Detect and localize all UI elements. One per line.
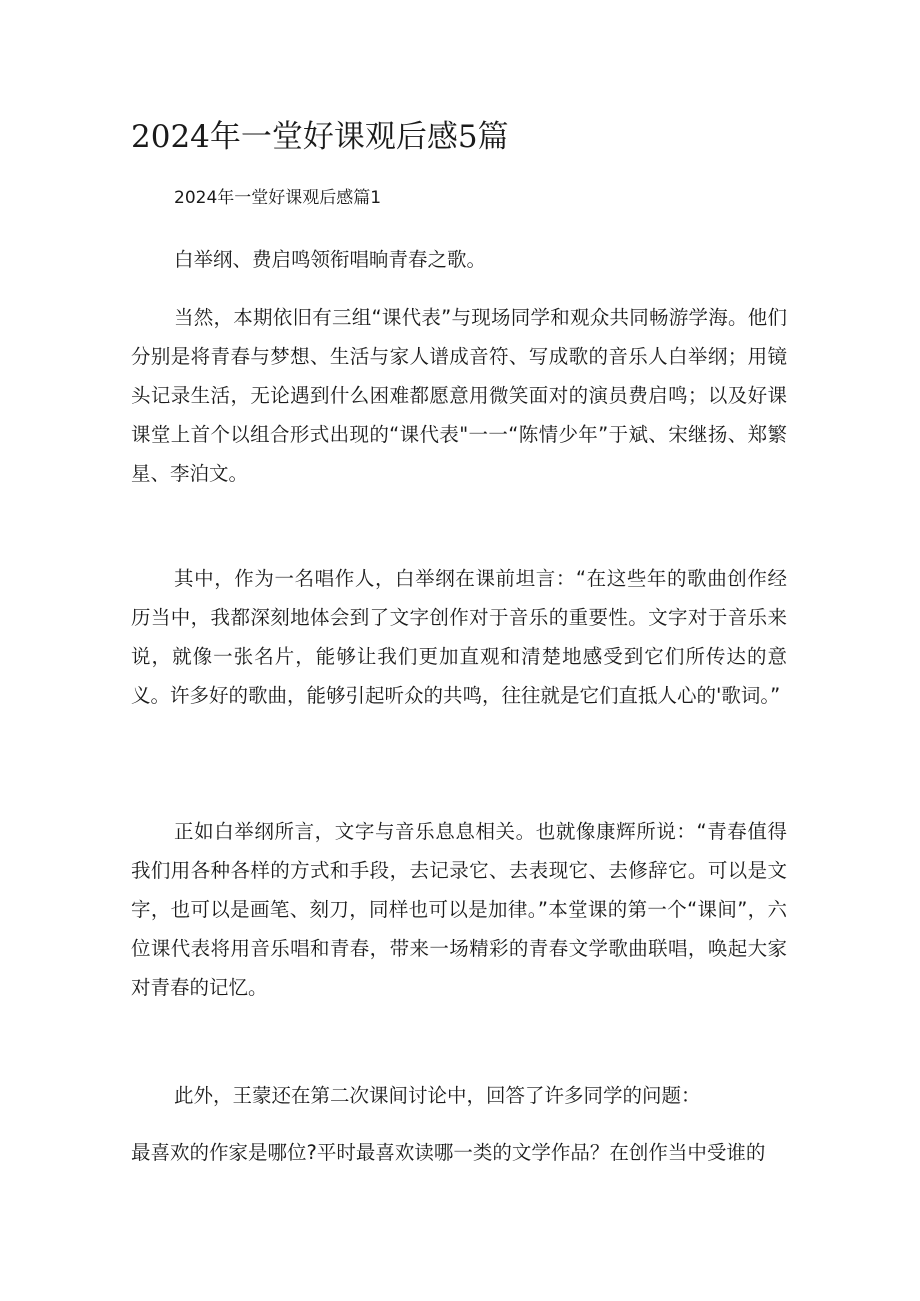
section-heading: 2024年一堂好课观后感篇1 — [174, 188, 382, 208]
paragraph-6-partial: 最喜欢的作家是哪位?平时最喜欢读哪一类的文学作品？在创作当中受谁的 — [131, 1141, 766, 1164]
paragraph-3: 其中，作为一名唱作人，白举纲在课前坦言：“在这些年的歌曲创作经历当中，我都深刻地体会到了文字创作对于音乐的重要性。文字对于音乐来说，就像一张名片，能够让我们更加直观和清楚地感受到它们所传达的意义。许多好的歌曲，能够引起听众的共鸣，往往就是它们直抵人心的'歌词。” — [131, 567, 787, 707]
document-title: 2024年一堂好课观后感5篇 — [131, 119, 509, 155]
paragraph-2: 当然，本期依旧有三组“课代表”与现场同学和观众共同畅游学海。他们分别是将青春与梦想、生活与家人谱成音符、写成歌的音乐人白举纲；用镜头记录生活，无论遇到什么困难都愿意用微笑面对的演员费启鸣；以及好课课堂上首个以组合形式出现的“课代表"一一“陈情少年”于斌、宋继扬、郑繁星、李泊文。 — [131, 306, 787, 485]
paragraph-5: 此外，王蒙还在第二次课间讨论中，回答了许多同学的问题： — [174, 1084, 701, 1107]
paragraph-4: 正如白举纲所言，文字与音乐息息相关。也就像康辉所说：“青春值得我们用各种各样的方式和手段，去记录它、去表现它、去修辞它。可以是文字，也可以是画笔、刻刀，同样也可以是加律。”本堂课的第一个“课间”，六位课代表将用音乐唱和青春，带来一场精彩的青春文学歌曲联唱，唤起大家对青春的记忆。 — [131, 820, 787, 999]
paragraph-1: 白举纲、费启鸣领衔唱晌青春之歌。 — [174, 248, 487, 271]
